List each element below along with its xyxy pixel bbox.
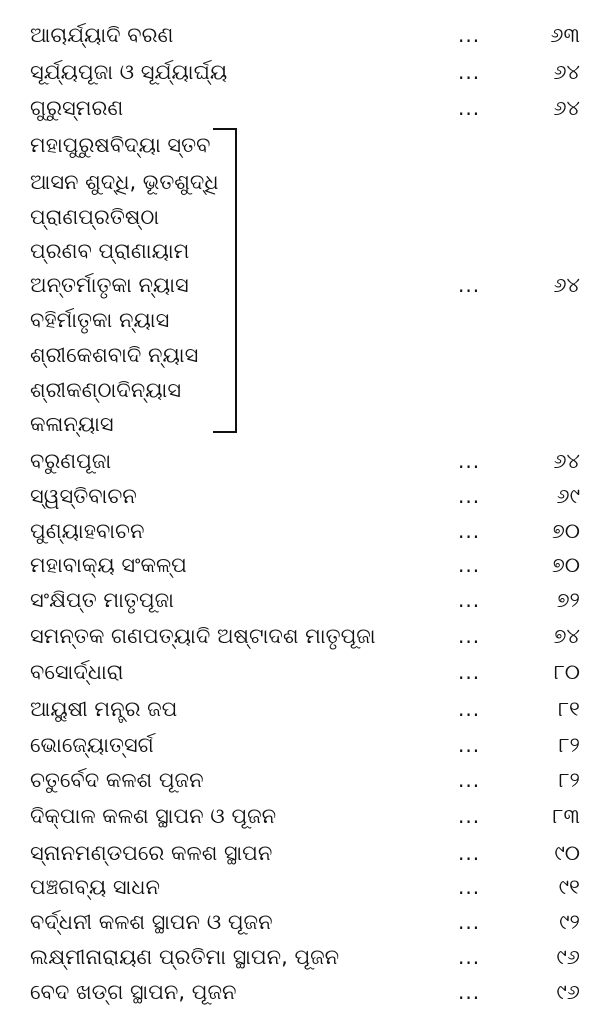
entry-title: ବେଦ ଖଡ୍‌ଗ ସ୍ଥାପନ, ପୂଜନ: [30, 980, 237, 1004]
entry-title: ସଂକ୍ଷିପ୍ତ ମାତୃପୂଜା: [30, 588, 174, 612]
toc-entry: [0, 692, 600, 726]
leader-dots: ...: [458, 553, 481, 577]
entry-title: ଗୁରୁସ୍ମରଣ: [30, 96, 124, 120]
toc-entry: [0, 905, 600, 939]
entry-title: ଶ୍ରୀକେଶବାଦି ନ୍ୟାସ: [30, 343, 199, 367]
page-number: ୯୦: [554, 841, 580, 865]
page-number: ୮୧: [558, 697, 580, 721]
page-number: ୯୨: [559, 910, 580, 934]
leader-dots: ...: [458, 804, 481, 828]
entry-title: ବସୋର୍ଦ୍ଧାରା: [30, 660, 124, 684]
entry-title: ମହାପୁରୁଷବିଦ୍ୟା ସ୍ତବ: [30, 133, 211, 157]
toc-entry: [0, 200, 600, 234]
leader-dots: ...: [458, 945, 481, 969]
leader-dots: ...: [458, 23, 481, 47]
page-number: ୮୨: [558, 733, 580, 757]
leader-dots: ...: [458, 980, 481, 1004]
leader-dots: ...: [458, 484, 481, 508]
entry-title: ଆଚାର୍ଯ୍ୟାଦି ବରଣ: [30, 23, 174, 47]
entry-title: ପ୍ରାଣପ୍ରତିଷ୍ଠା: [30, 205, 160, 229]
toc-entry: [0, 407, 600, 441]
page-number: ୭୪: [553, 624, 580, 648]
toc-entry: [0, 373, 600, 407]
page-number: ୯୬: [556, 945, 580, 969]
entry-title: ସ୍ନାନମଣ୍ଡପରେ କଳଶ ସ୍ଥାପନ: [30, 841, 273, 865]
page-number: ୯୧: [558, 875, 580, 899]
toc-entry: [0, 338, 600, 372]
entry-title: ପୁଣ୍ୟାହବାଚନ: [30, 519, 145, 543]
page-number: ୬୪: [553, 96, 580, 120]
page-number: ୬୩: [550, 23, 580, 47]
toc-entry: [0, 55, 600, 89]
leader-dots: ...: [458, 449, 481, 473]
toc-entry: [0, 128, 600, 162]
leader-dots: ...: [458, 60, 481, 84]
leader-dots: ...: [458, 768, 481, 792]
toc-entry: [0, 444, 600, 478]
page-number: ୮୨: [558, 768, 580, 792]
toc-entry: [0, 619, 600, 653]
page-number: ୭୦: [551, 519, 580, 543]
leader-dots: ...: [458, 519, 481, 543]
leader-dots: ...: [458, 697, 481, 721]
toc-entry: [0, 234, 600, 268]
entry-title: କଳାନ୍ୟାସ: [30, 412, 114, 436]
entry-title: ବର୍ଦ୍ଧନୀ କଳଶ ସ୍ଥାପନ ଓ ପୂଜନ: [30, 910, 273, 934]
toc-entry: [0, 728, 600, 762]
toc-entry: [0, 940, 600, 974]
toc-entry: [0, 583, 600, 617]
toc-entry: [0, 303, 600, 337]
page-number: ୬୪: [553, 273, 580, 297]
entry-title: ଆସନ ଶୁଦ୍ଧି, ଭୂତଶୁଦ୍ଧି: [30, 170, 219, 194]
toc-entry: [0, 870, 600, 904]
leader-dots: ...: [458, 624, 481, 648]
leader-dots: ...: [458, 660, 481, 684]
page-number: ୭୨: [556, 588, 580, 612]
toc-entry: [0, 18, 600, 52]
entry-title: ସ୍ୱସ୍ତିବାଚନ: [30, 484, 137, 508]
entry-title: ଭୋଜ୍ୟୋତ୍ସର୍ଗ: [30, 733, 154, 757]
leader-dots: ...: [458, 273, 481, 297]
entry-title: ଆୟୁଷୀ ମନ୍ତ୍ର ଜପ: [30, 697, 178, 721]
entry-title: ସୂର୍ଯ୍ୟପୂଜା ଓ ସୂର୍ଯ୍ୟାର୍ଘ୍ୟ: [30, 60, 228, 84]
toc-entry: [0, 165, 600, 199]
entry-title: ବରୁଣପୂଜା: [30, 449, 112, 473]
leader-dots: ...: [458, 910, 481, 934]
toc-entry: [0, 91, 600, 125]
page-number: ୬୪: [553, 60, 580, 84]
page-number: ୬୪: [553, 449, 580, 473]
entry-title: ପଞ୍ଚଗବ୍ୟ ସାଧନ: [30, 875, 160, 899]
entry-title: ଅନ୍ତର୍ମାତୃକା ନ୍ୟାସ: [30, 273, 189, 297]
entry-title: ବହିର୍ମାତୃକା ନ୍ୟାସ: [30, 308, 170, 332]
toc-entry: [0, 514, 600, 548]
leader-dots: ...: [458, 588, 481, 612]
entry-title: ଦିକ୍‌ପାଳ କଳଶ ସ୍ଥାପନ ଓ ପୂଜନ: [30, 804, 277, 828]
page-number: ୭୦: [551, 553, 580, 577]
toc-entry: [0, 763, 600, 797]
toc-entry: [0, 975, 600, 1009]
page-number: ୮୦: [553, 660, 580, 684]
toc-entry: [0, 479, 600, 513]
entry-title: ପ୍ରଣବ ପ୍ରାଣାୟାମ: [30, 239, 190, 263]
page-number: ୮୩: [552, 804, 580, 828]
toc-entry: [0, 836, 600, 870]
leader-dots: ...: [458, 875, 481, 899]
page-number: ୯୬: [556, 980, 580, 1004]
entry-title: ଶ୍ରୀକଣ୍ଠାଦିନ୍ୟାସ: [30, 378, 182, 402]
toc-entry: [0, 548, 600, 582]
entry-title: ଚତୁର୍ବେଦ କଳଶ ପୂଜନ: [30, 768, 204, 792]
entry-title: ମହାବାକ୍ୟ ସଂକଳ୍ପ: [30, 553, 187, 577]
toc-entry: [0, 799, 600, 833]
leader-dots: ...: [458, 841, 481, 865]
entry-title: ଲକ୍ଷ୍ମୀନାରାୟଣ ପ୍ରତିମା ସ୍ଥାପନ, ପୂଜନ: [30, 945, 340, 969]
toc-entry: [0, 268, 600, 302]
leader-dots: ...: [458, 733, 481, 757]
page-number: ୬୯: [556, 484, 580, 508]
leader-dots: ...: [458, 96, 481, 120]
toc-entry: [0, 655, 600, 689]
entry-title: ସମନ୍ତକ ଗଣପତ୍ୟାଦି ଅଷ୍ଟାଦଶ ମାତୃପୂଜା: [30, 624, 376, 648]
